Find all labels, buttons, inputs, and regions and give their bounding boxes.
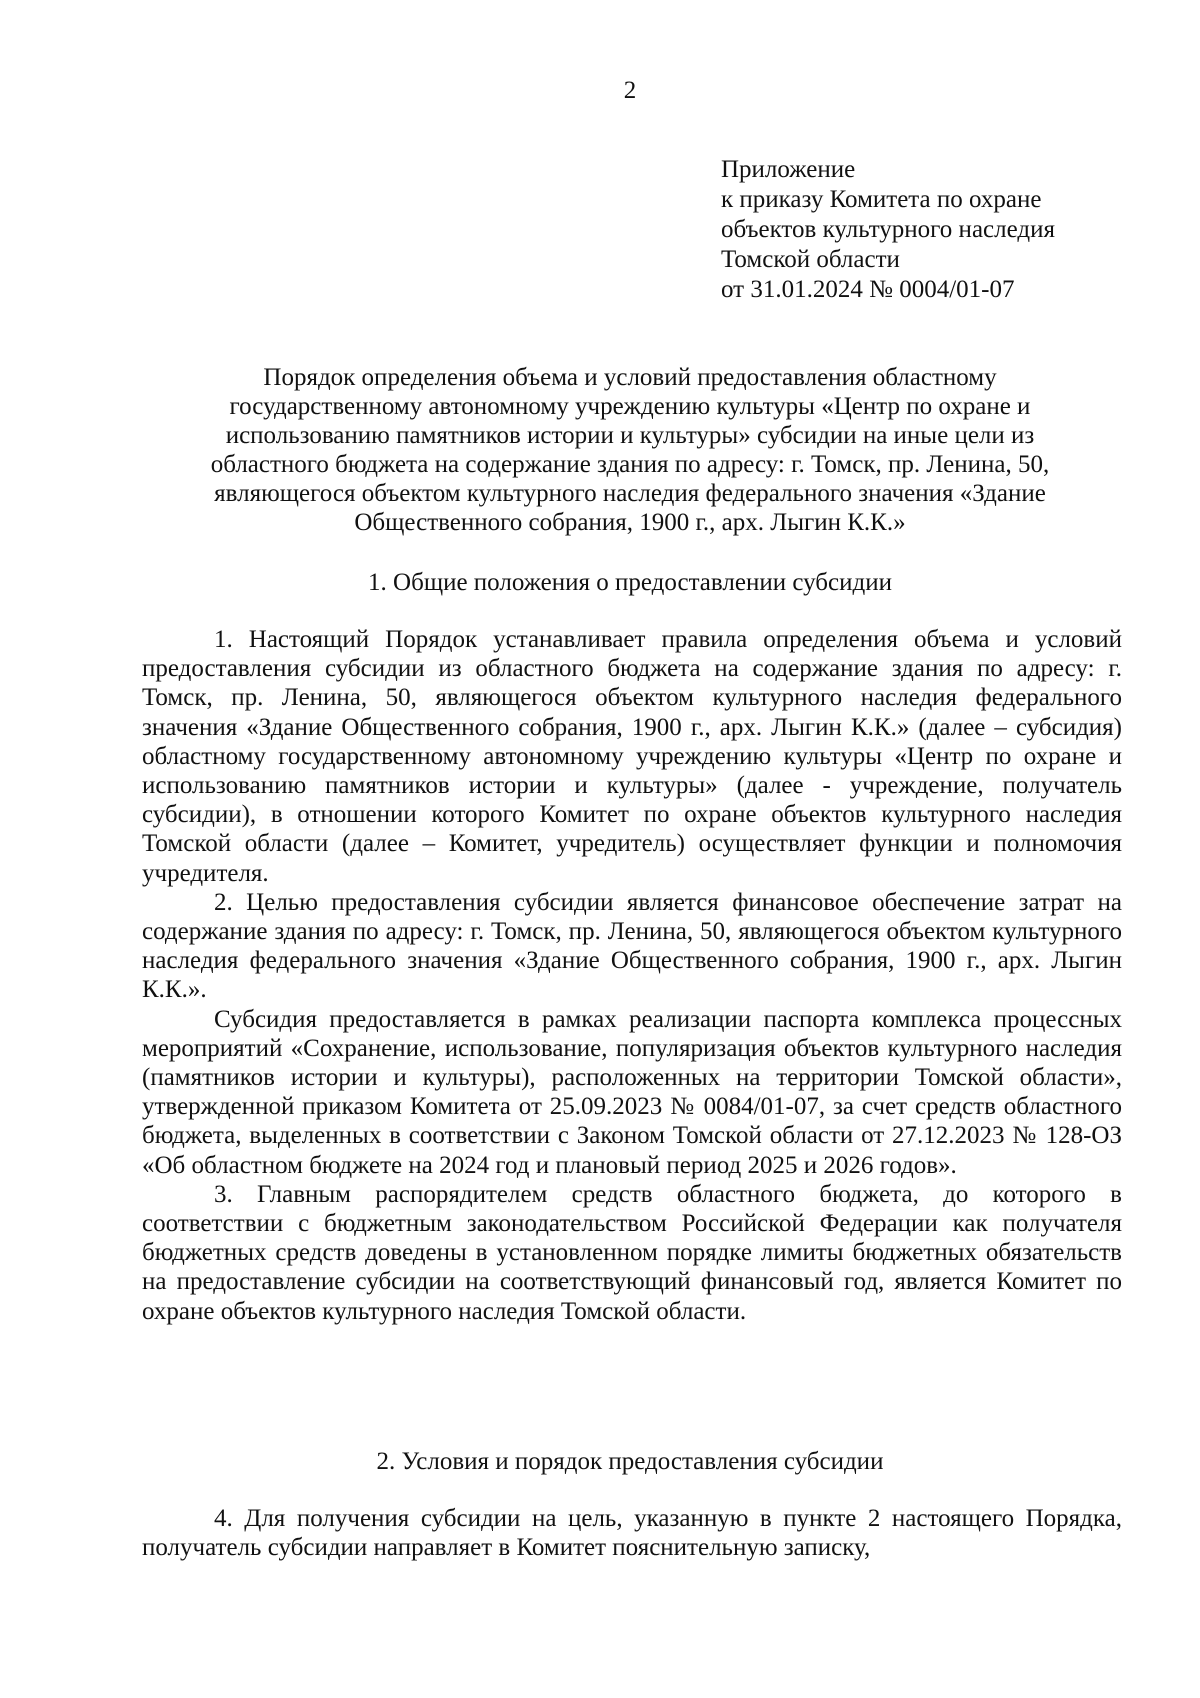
title-line: использованию памятников истории и культуры» субсидии на иные цели из bbox=[225, 422, 1035, 449]
page-number: 2 bbox=[623, 77, 637, 104]
appendix-block bbox=[721, 155, 1161, 305]
title-line: являющегося объектом культурного наследия федерального значения «Здание bbox=[214, 480, 1046, 507]
appendix-line: Томской области bbox=[721, 246, 900, 273]
appendix-line: от 31.01.2024 № 0004/01-07 bbox=[721, 276, 1015, 303]
paragraph-3: 3. Главным распорядителем средств областного бюджета, до которого в соответствии с бюджетным законодательством Российской Федерации как получателя бюджетных средств доведены в установленном порядке лимиты бюджетных обязательств на предоставление субсидии на соответствующий финансовый год, является Комитет по охране объектов культурного наследия Томской области. bbox=[142, 1180, 1122, 1325]
paragraph-4: 4. Для получения субсидии на цель, указанную в пункте 2 настоящего Порядка, получатель субсидии направляет в Комитет пояснительную записку, bbox=[142, 1505, 1122, 1562]
appendix-line: к приказу Комитета по охране bbox=[721, 186, 1042, 213]
paragraph-2-subsidy: Субсидия предоставляется в рамках реализации паспорта комплекса процессных мероприятий «Сохранение, использование, популяризация объектов культурного наследия (памятников истории и культуры), расположенных на территории Томской области», утвержденной приказом Комитета от 25.09.2023 № 0084/01-07, за счет средств областного бюджета, выделенных в соответствии с Законом Томской области от 27.12.2023 № 128-ОЗ «Об областном бюджете на 2024 год и плановый период 2025 и 2026 годов». bbox=[142, 1005, 1122, 1179]
title-line: государственному автономному учреждению культуры «Центр по охране и bbox=[229, 393, 1031, 420]
document-title bbox=[140, 363, 1120, 537]
title-line: областного бюджета на содержание здания по адресу: г. Томск, пр. Ленина, 50, bbox=[210, 451, 1050, 478]
section-1-heading: 1. Общие положения о предоставлении субсидии bbox=[368, 569, 892, 596]
section-2-body bbox=[142, 1504, 1122, 1562]
paragraph-1: 1. Настоящий Порядок устанавливает правила определения объема и условий предоставления субсидии из областного бюджета на содержание здания по адресу: г. Томск, пр. Ленина, 50, являющегося объектом культурного наследия федерального значения «Здание Общественного собрания, 1900 г., арх. Лыгин К.К.» (далее – субсидия) областному государственному автономному учреждению культуры «Центр по охране и использованию памятников истории и культуры» (далее - учреждение, получатель субсидии), в отношении которого Комитет по охране объектов культурного наследия Томской области (далее – Комитет, учредитель) осуществляет функции и полномочия учредителя. bbox=[142, 626, 1122, 887]
section-1-body bbox=[142, 625, 1122, 1326]
paragraph-2: 2. Целью предоставления субсидии является финансовое обеспечение затрат на содержание здания по адресу: г. Томск, пр. Ленина, 50, являющегося объектом культурного наследия федерального значения «Здание Общественного собрания, 1900 г., арх. Лыгин К.К.». bbox=[142, 888, 1122, 1004]
appendix-line: объектов культурного наследия bbox=[721, 216, 1055, 243]
title-line: Порядок определения объема и условий предоставления областному bbox=[263, 364, 997, 391]
appendix-line: Приложение bbox=[721, 156, 856, 183]
section-2-heading: 2. Условия и порядок предоставления субсидии bbox=[376, 1448, 884, 1475]
title-line: Общественного собрания, 1900 г., арх. Лыгин К.К.» bbox=[354, 509, 906, 536]
